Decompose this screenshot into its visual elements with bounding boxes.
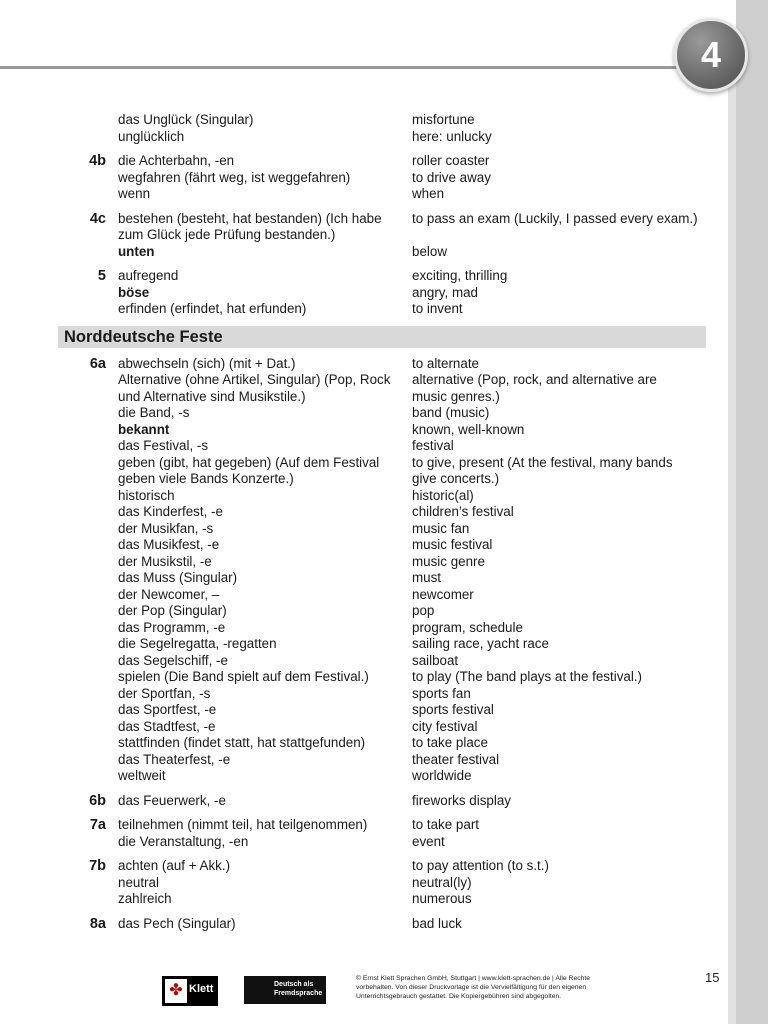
german-term: die Veranstaltung, -en: [118, 833, 249, 849]
group-gap: [60, 203, 706, 211]
german-term: die Segelregatta, -regatten: [118, 636, 277, 651]
exercise-number: [60, 405, 118, 422]
exercise-number: [60, 112, 118, 129]
english-translation: band (music): [412, 405, 490, 420]
vocab-row: [60, 244, 706, 261]
exercise-number: [60, 719, 118, 736]
vocab-row: [60, 587, 706, 604]
german-term: aufregend: [118, 268, 179, 283]
german-term: das Pech (Singular): [118, 915, 236, 931]
exercise-number: [60, 603, 118, 620]
vocab-row: [60, 112, 706, 129]
group-gap: [60, 145, 706, 153]
vocab-row: [60, 719, 706, 736]
exercise-number: [60, 636, 118, 653]
vocab-row: [60, 455, 706, 472]
german-term: das Muss (Singular): [118, 570, 238, 585]
english-translation: fireworks display: [412, 792, 511, 808]
english-translation: known, well-known: [412, 421, 525, 437]
copyright-notice: © Ernst Klett Sprachen GmbH, Stuttgart | www.klett-sprachen.de | Alle Rechte vorbehalten. Von dieser Druckvorlage ist die Vervielfältigung für den eigenen Unterrichtsgebrauch gestattet. Die Kopiergebühren sind abgegolten.: [356, 975, 591, 1000]
vocab-row: [60, 268, 706, 285]
german-term: historisch: [118, 487, 175, 503]
german-term: und Alternative sind Musikstile.): [118, 388, 306, 404]
english-translation: below: [412, 243, 447, 259]
group-gap: [60, 908, 706, 916]
exercise-number: 6b: [89, 792, 106, 809]
german-term: der Pop (Singular): [118, 603, 227, 618]
english-translation: angry, mad: [412, 284, 478, 300]
german-term: das Kinderfest, -e: [118, 504, 223, 519]
german-term: wegfahren (fährt weg, ist weggefahren): [118, 169, 351, 185]
vocab-row: [60, 817, 706, 834]
page-number: 15: [705, 970, 720, 985]
german-term: die Band, -s: [118, 405, 190, 420]
exercise-number: [60, 422, 118, 439]
english-translation: to play (The band plays at the festival.): [412, 669, 642, 684]
exercise-number: [60, 389, 118, 406]
vocab-row: [60, 875, 706, 892]
english-translation: here: unlucky: [412, 128, 492, 144]
german-term: weltweit: [118, 768, 166, 783]
vocab-row: [60, 227, 706, 244]
exercise-number: [60, 570, 118, 587]
page-side-strip: [736, 0, 768, 1024]
exercise-number: [60, 504, 118, 521]
group-gap: [60, 850, 706, 858]
vocab-row: [60, 768, 706, 785]
german-term: das Feuerwerk, -e: [118, 792, 226, 808]
exercise-number: [60, 653, 118, 670]
exercise-number: [60, 301, 118, 318]
vocab-row: [60, 170, 706, 187]
group-gap: [60, 809, 706, 817]
english-translation: to take place: [412, 735, 488, 750]
german-term: Alternative (ohne Artikel, Singular) (Pop, Rock: [118, 372, 391, 387]
group-gap: [60, 260, 706, 268]
english-translation: to give, present (At the festival, many bands: [412, 454, 673, 470]
exercise-number: [60, 244, 118, 261]
english-translation: theater festival: [412, 751, 500, 767]
vocab-row: [60, 186, 706, 203]
vocab-row: [60, 858, 706, 875]
vocab-row: [60, 603, 706, 620]
german-term: geben viele Bands Konzerte.): [118, 471, 294, 486]
exercise-number: [60, 834, 118, 851]
english-translation: bad luck: [412, 915, 462, 931]
exercise-number: [60, 620, 118, 637]
exercise-number: [60, 438, 118, 455]
vocabulary-list: [60, 112, 706, 932]
english-translation: newcomer: [412, 586, 474, 602]
english-translation: to alternate: [412, 355, 479, 371]
exercise-number: [60, 521, 118, 538]
vocab-row: [60, 521, 706, 538]
english-translation: alternative (Pop, rock, and alternative are: [412, 372, 657, 387]
vocab-row: [60, 686, 706, 703]
klett-logo-text: Klett: [189, 983, 214, 995]
english-translation: numerous: [412, 891, 472, 906]
german-term: das Stadtfest, -e: [118, 718, 216, 734]
english-translation: event: [412, 833, 445, 849]
exercise-number: 5: [97, 268, 106, 284]
vocab-row: [60, 916, 706, 933]
english-translation: sailboat: [412, 652, 459, 668]
exercise-number: [60, 285, 118, 302]
vocab-row: [60, 702, 706, 719]
german-term: das Festival, -s: [118, 438, 209, 453]
klett-logo: [162, 976, 218, 1006]
group-gap: [60, 785, 706, 793]
exercise-number: [60, 372, 118, 389]
chapter-badge: 4: [674, 18, 748, 92]
english-translation: exciting, thrilling: [412, 268, 508, 283]
english-translation: must: [412, 570, 442, 585]
english-translation: to invent: [412, 301, 463, 316]
german-term: der Musikfan, -s: [118, 520, 214, 536]
english-translation: neutral(ly): [412, 874, 472, 890]
english-translation: music genres.): [412, 388, 500, 404]
english-translation: historic(al): [412, 487, 474, 503]
german-term: spielen (Die Band spielt auf dem Festival.): [118, 669, 369, 684]
german-term: achten (auf + Akk.): [118, 858, 231, 873]
exercise-number: [60, 170, 118, 187]
vocab-row: [60, 422, 706, 439]
german-term: neutral: [118, 874, 159, 890]
english-translation: to drive away: [412, 169, 491, 185]
exercise-number: [60, 768, 118, 785]
exercise-number: [60, 129, 118, 146]
english-translation: sailing race, yacht race: [412, 636, 549, 651]
exercise-number: 7b: [89, 858, 106, 874]
exercise-number: [60, 488, 118, 505]
exercise-number: [60, 752, 118, 769]
exercise-number: 8a: [89, 915, 106, 932]
vocab-row: [60, 653, 706, 670]
vocab-row: [60, 488, 706, 505]
exercise-number: [60, 455, 118, 472]
german-term: erfinden (erfindet, hat erfunden): [118, 301, 307, 316]
german-term: stattfinden (findet statt, hat stattgefunden): [118, 735, 366, 750]
exercise-number: [60, 875, 118, 892]
german-term: das Theaterfest, -e: [118, 751, 231, 767]
vocab-row: [60, 389, 706, 406]
vocab-row: [60, 570, 706, 587]
english-translation: to take part: [412, 817, 479, 832]
german-term: das Musikfest, -e: [118, 537, 220, 552]
exercise-number: [60, 554, 118, 571]
vocab-row: [60, 537, 706, 554]
german-term: bekannt: [118, 421, 170, 437]
german-term: das Segelschiff, -e: [118, 652, 228, 668]
vocab-row: [60, 620, 706, 637]
vocab-row: [60, 405, 706, 422]
german-term: zahlreich: [118, 891, 172, 906]
page-side-strip-inner: [728, 70, 736, 1024]
english-translation: sports festival: [412, 702, 494, 717]
english-translation: pop: [412, 603, 435, 618]
vocab-row: [60, 471, 706, 488]
english-translation: city festival: [412, 718, 478, 734]
vocab-row: [60, 636, 706, 653]
section-title: Norddeutsche Feste: [58, 326, 706, 348]
exercise-number: [60, 471, 118, 488]
exercise-number: [60, 537, 118, 554]
english-translation: to pass an exam (Luckily, I passed every exam.): [412, 210, 698, 226]
footer: [160, 972, 620, 1012]
german-term: die Achterbahn, -en: [118, 153, 235, 168]
vocab-row: [60, 834, 706, 851]
german-term: das Unglück (Singular): [118, 112, 254, 127]
english-translation: music fan: [412, 520, 470, 536]
german-term: das Programm, -e: [118, 619, 226, 635]
vocab-row: [60, 669, 706, 686]
top-rule: [0, 66, 740, 69]
vocab-row: [60, 153, 706, 170]
exercise-number: 7a: [89, 817, 106, 833]
exercise-number: [60, 186, 118, 203]
vocab-row: [60, 356, 706, 373]
exercise-number: 4b: [89, 153, 106, 169]
english-translation: worldwide: [412, 768, 472, 783]
exercise-number: 4c: [89, 210, 106, 227]
german-term: das Sportfest, -e: [118, 702, 217, 717]
english-translation: roller coaster: [412, 153, 490, 168]
vocab-row: [60, 735, 706, 752]
vocab-row: [60, 891, 706, 908]
exercise-number: [60, 227, 118, 244]
english-translation: to pay attention (to s.t.): [412, 858, 549, 873]
vocab-row: [60, 285, 706, 302]
english-translation: sports fan: [412, 685, 471, 701]
daf-logo: [244, 976, 326, 1004]
german-term: der Newcomer, –: [118, 586, 220, 602]
german-term: unten: [118, 243, 155, 259]
exercise-number: 6a: [89, 355, 106, 372]
vocab-row: [60, 554, 706, 571]
vocabulary-groups-top: [60, 112, 706, 318]
vocab-row: [60, 129, 706, 146]
english-translation: when: [412, 186, 445, 201]
english-translation: children’s festival: [412, 504, 514, 519]
vocab-row: [60, 301, 706, 318]
english-translation: program, schedule: [412, 619, 523, 635]
klett-logo-icon: ✤: [165, 979, 187, 1003]
german-term: abwechseln (sich) (mit + Dat.): [118, 355, 296, 371]
vocab-row: [60, 372, 706, 389]
vocab-row: [60, 211, 706, 228]
english-translation: music festival: [412, 537, 493, 552]
german-term: wenn: [118, 186, 151, 201]
daf-logo-text: Deutsch als Fremdsprache: [274, 981, 323, 997]
german-term: unglücklich: [118, 128, 185, 144]
exercise-number: [60, 587, 118, 604]
vocab-row: [60, 752, 706, 769]
english-translation: give concerts.): [412, 471, 500, 486]
german-term: der Musikstil, -e: [118, 553, 212, 569]
english-translation: music genre: [412, 553, 485, 569]
german-term: teilnehmen (nimmt teil, hat teilgenommen): [118, 817, 368, 832]
english-translation: [412, 227, 706, 244]
exercise-number: [60, 891, 118, 908]
english-translation: festival: [412, 438, 454, 453]
german-term: der Sportfan, -s: [118, 685, 211, 701]
german-term: bestehen (besteht, hat bestanden) (Ich habe: [118, 210, 382, 226]
exercise-number: [60, 686, 118, 703]
exercise-number: [60, 669, 118, 686]
vocab-row: [60, 793, 706, 810]
vocab-row: [60, 504, 706, 521]
exercise-number: [60, 735, 118, 752]
english-translation: misfortune: [412, 112, 475, 127]
vocab-row: [60, 438, 706, 455]
german-term: böse: [118, 284, 150, 300]
german-term: geben (gibt, hat gegeben) (Auf dem Festival: [118, 454, 380, 470]
german-term: zum Glück jede Prüfung bestanden.): [118, 227, 336, 242]
vocabulary-groups-bottom: [60, 356, 706, 933]
exercise-number: [60, 702, 118, 719]
